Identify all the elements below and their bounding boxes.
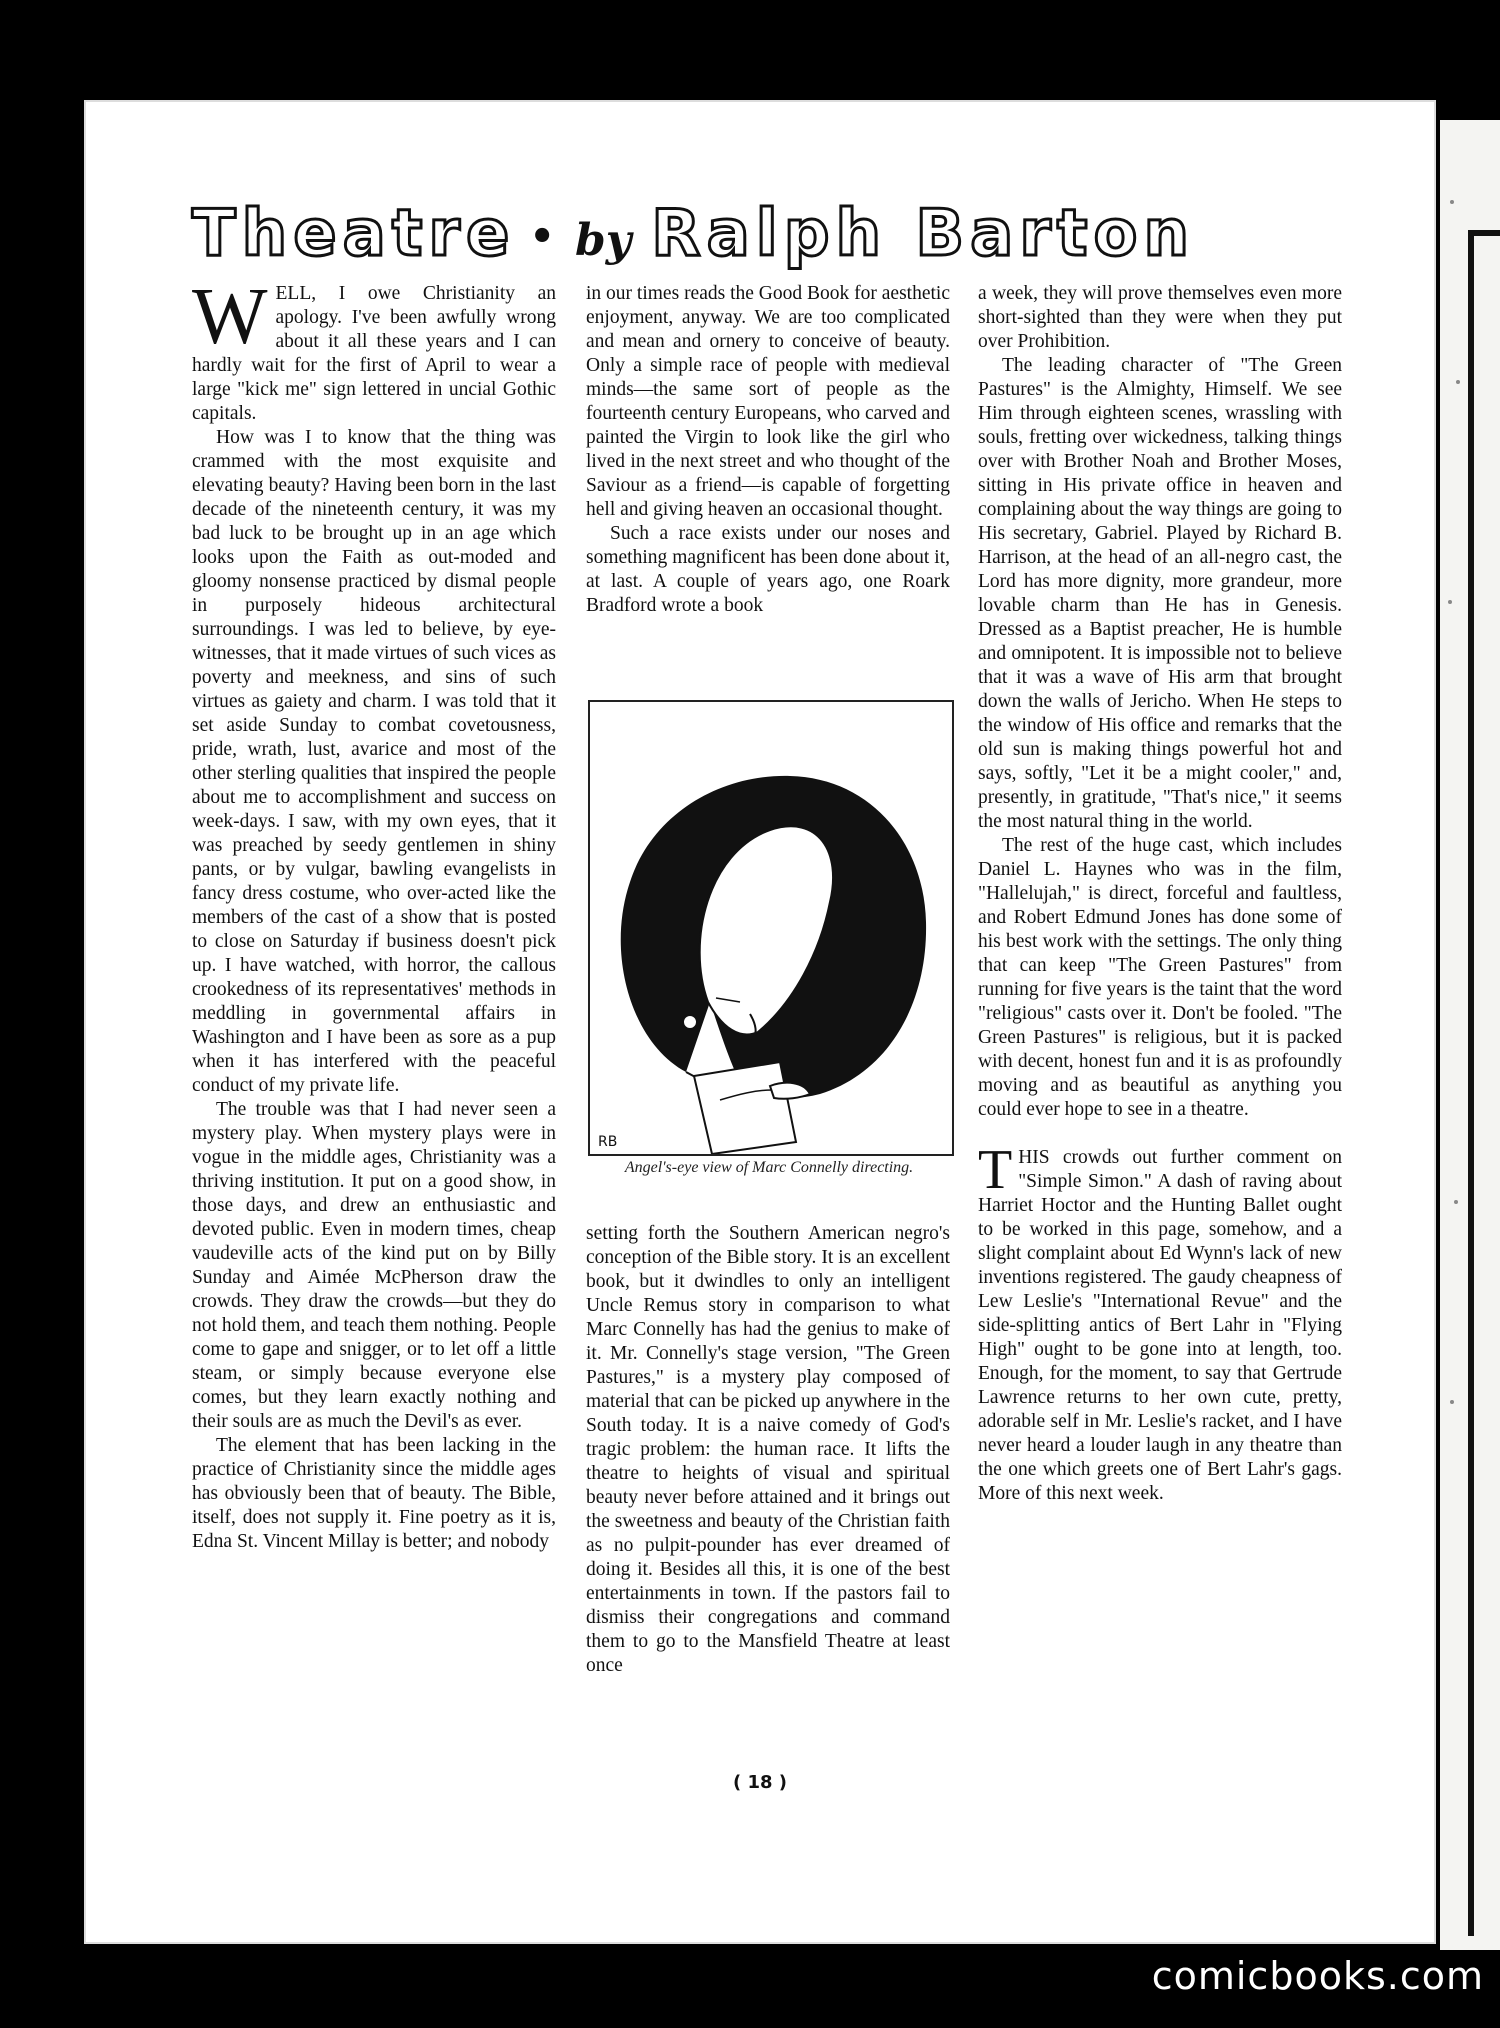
paragraph: setting forth the Southern American negro's conception of the Bible story. It is an excellent book, but it dwindles to only an intelligent Uncle Remus story in comparison to what Marc Connelly has had the genius to make of it. Mr. Connelly's stage version, "The Green Pastures," is a mystery play composed of material that can be picked up anywhere in the South today. It is a naive comedy of God's tragic problem: the human race. It lifts the theatre to heights of visual and spiritual beauty never before attained and it brings out the sweetness and beauty of the Christian faith as no pulpit-pounder has ever dreamed of doing it. Besides all this, it is one of the best entertainments in town. If the pastors fail to dismiss their congregations and command them to go to the Mansfield Theatre at least once bbox=[586, 1223, 950, 1676]
drop-cap: W bbox=[192, 273, 268, 361]
heading-byline: by bbox=[574, 215, 632, 266]
paragraph bbox=[978, 1139, 1342, 1506]
paragraph: Such a race exists under our noses and something magnificent has been done about it, at last. A couple of years ago, one Roark Bradford wrote a book bbox=[586, 523, 950, 616]
article-heading bbox=[192, 194, 1322, 274]
paragraph-text: HIS crowds out further comment on "Simple Simon." A dash of raving about Harriet Hoctor and the Hunting Ballet ought to be worked in this page, somehow, and a slight complaint about Ed Wynn's lack of new inventions registered. The gaudy cheapness of Lew Leslie's "International Revue" and the side-splitting antics of Bert Lahr in "Flying High" ought to be gone into at length, too. Enough, for the moment, to say that Gertrude Lawrence returns to her own cute, pretty, adorable self in Mr. Leslie's racket, and I have never heard a louder laugh in any theatre than the one which greets one of Bert Lahr's gags. More of this next week. bbox=[978, 1147, 1342, 1504]
speck bbox=[1450, 200, 1454, 204]
paragraph: How was I to know that the thing was crammed with the most exquisite and elevating beauty? Having been born in the last decade of the nineteenth century, it was my bad luck to be brought up in an age which looks upon the Faith as out-moded and gloomy nonsense practiced by dismal people in purposely hideous architectural surroundings. I was led to believe, by eye-witnesses, that it made virtues of such vices as poverty and meekness, and sins of such virtues as gaiety and charm. I was told that it set aside Sunday to combat covetousness, pride, wrath, lust, avarice and most of the other sterling qualities that inspired the people about me to accomplishment and success on week-days. I saw, with my own eyes, that it was preached by seedy gentlemen in shiny pants, or by vulgar, bawling evangelists in fancy dress costume, who over-acted like the members of the cast of a show that is posted to close on Saturday if business doesn't pick up. I have watched, with horror, the callous crookedness of its representatives' methods in meddling in governmental affairs in Washington and I have been as sore as a pup when it has interfered with the peaceful conduct of my private life. bbox=[192, 427, 556, 1096]
illustration-caption: Angel's-eye view of Marc Connelly directing. bbox=[624, 1159, 914, 1176]
speck bbox=[1448, 600, 1452, 604]
speck bbox=[1450, 1400, 1454, 1404]
paragraph-text: ELL, I owe Christianity an apology. I've been awfully wrong about it all these years and I can hardly wait for the first of April to wear a large "kick me" sign lettered in uncial Gothic capitals. bbox=[192, 283, 556, 424]
paragraph: The leading character of "The Green Pastures" is the Almighty, Himself. We see Him through eighteen scenes, wrassling with souls, fretting over wickedness, talking things over with Brother Noah and Brother Moses, sitting in His private office in heaven and complaining about the way things are going to His secretary, Gabriel. Played by Richard B. Harrison, at the head of an all-negro cast, the Lord has more dignity, more grandeur, more lovable charm than He has in Genesis. Dressed as a Baptist preacher, He is humble and omnipotent. It is impossible not to believe that it was a wave of His arm that brought down the walls of Jericho. When He steps to the window of His office and remarks that the old sun is making things powerful hot and says, softly, "Let it be a might cooler," and, presently, in gratitude, "That's nice," it seems the most natural thing in the world. bbox=[978, 355, 1342, 832]
speck bbox=[1456, 380, 1460, 384]
heading-author: Ralph Barton bbox=[651, 197, 1196, 271]
heading-title: Theatre bbox=[192, 197, 516, 271]
paragraph: The element that has been lacking in the practice of Christianity since the middle ages has obviously been that of beauty. The Bible, itself, does not supply it. Fine poetry as it is, Edna St. Vincent Millay is better; and nobody bbox=[192, 1435, 556, 1552]
artist-initials: RB bbox=[598, 1134, 618, 1150]
paragraph: The rest of the huge cast, which includes Daniel L. Haynes who was in the film, "Hallelujah," is direct, forceful and faultless, and Robert Edmund Jones has done some of his best work with the settings. The only thing that can keep "The Green Pastures" from running for five years is the taint that the word "religious" casts over it. Don't be fooled. "The Green Pastures" is religious, but it is packed with decent, honest fun and it is as profoundly moving and as beautiful as anything you could ever hope to see in a theatre. bbox=[978, 835, 1342, 1120]
page-number: ( 18 ) bbox=[732, 1772, 788, 1793]
paragraph: in our times reads the Good Book for aesthetic enjoyment, anyway. We are too complicated and mean and ornery to conceive of beauty. Only a simple race of people with medieval minds—the same sort of people as the fourteenth century Europeans, who carved and painted the Virgin to look like the girl who lived in the next street and who thought of the Saviour as a friend—is capable of forgetting hell and giving heaven an occasional thought. bbox=[586, 283, 950, 520]
paragraph: The trouble was that I had never seen a mystery play. When mystery plays were in vogue in the middle ages, Christianity was a thriving institution. It put on a good show, in those days, and drew an enthusiastic and devoted public. Even in modern times, cheap vaudeville acts of the kind put on by Billy Sunday and Aimée McPherson draw the crowds. They draw the crowds—but they do not hold them, and teach them nothing. People come to gape and snigger, or to let off a little steam, or simply because everyone else comes, but they learn exactly nothing and their souls are as much the Devil's as ever. bbox=[192, 1099, 556, 1432]
paragraph bbox=[192, 273, 556, 426]
adjacent-page-edge bbox=[1440, 120, 1500, 1950]
magazine-page bbox=[84, 100, 1436, 1944]
text-column-1 bbox=[192, 273, 556, 1554]
text-column-3 bbox=[978, 282, 1342, 1506]
section-spacer bbox=[978, 1122, 1342, 1146]
heading-separator: • bbox=[529, 214, 561, 261]
watermark: comicbooks.com bbox=[1151, 1954, 1484, 1998]
caricature-drawing bbox=[590, 702, 952, 1154]
text-column-2-top bbox=[586, 282, 950, 618]
illustration bbox=[588, 700, 954, 1156]
paragraph: a week, they will prove themselves even more short-sighted than they were when they put over Prohibition. bbox=[978, 283, 1342, 352]
adjacent-page-frame bbox=[1468, 230, 1500, 1936]
speck bbox=[1454, 1200, 1458, 1204]
drop-cap: T bbox=[978, 1139, 1013, 1201]
text-column-2-bottom bbox=[586, 1222, 950, 1678]
